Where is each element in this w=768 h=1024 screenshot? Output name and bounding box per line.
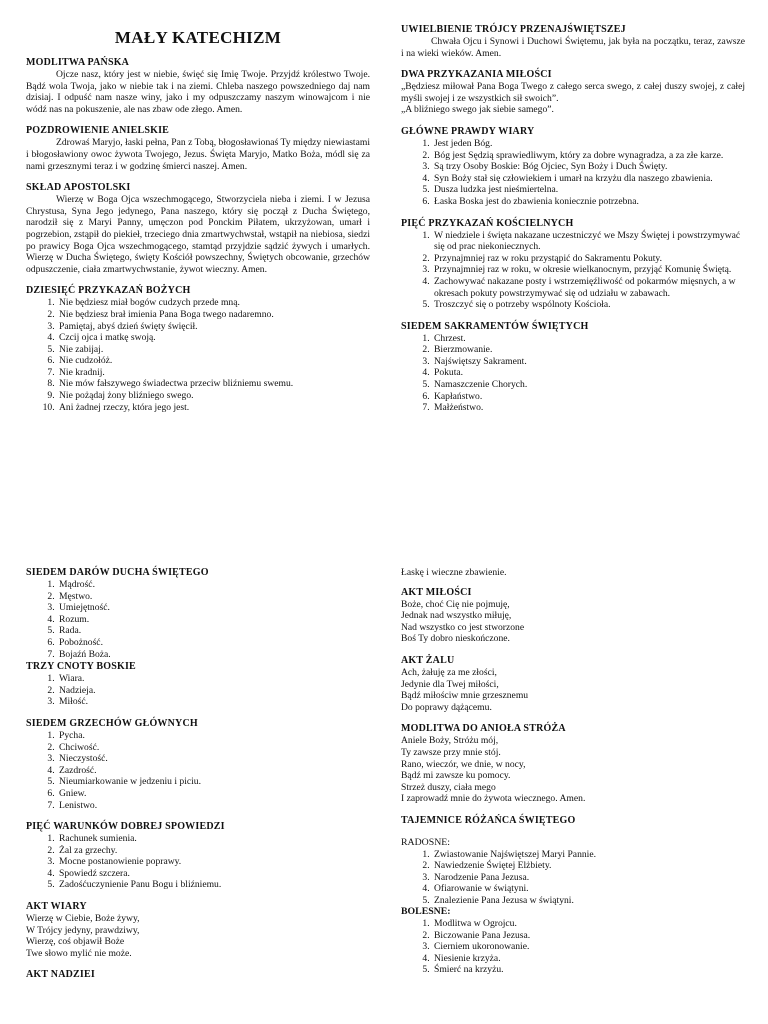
list-item: 1. Rachunek sumienia.	[57, 833, 370, 845]
section-modlitwa-panska	[26, 57, 370, 115]
prayer-line: I zaprowadź mnie do żywota wiecznego. Amen.	[401, 793, 586, 805]
section-uwielbienie	[401, 24, 745, 59]
section-sklad-apostolski	[26, 182, 370, 275]
list-item: 6. Pobożność.	[57, 637, 370, 649]
list-item: 2. Bóg jest Sędzią sprawiedliwym, który za dobre wynagradza, a za złe karze.	[432, 150, 745, 162]
list-item: 1. Nie będziesz miał bogów cudzych przede mną.	[57, 297, 370, 309]
list-item: 3. Narodzenie Pana Jezusa.	[432, 872, 745, 884]
prayer-text: „A bliźniego swego jak siebie samego”.	[401, 104, 554, 116]
prayer-line: Boś Ty dobro nieskończone.	[401, 633, 510, 645]
list-item: 3. Umiejętność.	[57, 602, 370, 614]
list-item: 9. Nie pożądaj żony bliźniego swego.	[57, 390, 370, 402]
list-item: 10. Ani żadnej rzeczy, która jego jest.	[57, 402, 370, 414]
prayer-line: Jednak nad wszystko miłuję,	[401, 610, 512, 622]
section-akt-wiary	[26, 901, 370, 959]
list-item: 5. Nieumiarkowanie w jedzeniu i piciu.	[57, 776, 370, 788]
list-item: 2. Przynajmniej raz w roku przystąpić do Sakramentu Pokuty.	[432, 253, 745, 265]
section-prawdy-wiary	[401, 126, 745, 208]
prayer-line: Aniele Boży, Stróżu mój,	[401, 735, 499, 747]
list	[401, 918, 745, 976]
list-item: 2. Biczowanie Pana Jezusa.	[432, 930, 745, 942]
list-item: 4. Pokuta.	[432, 367, 745, 379]
list	[401, 138, 745, 208]
list-item: 6. Gniew.	[57, 788, 370, 800]
prayer-lines	[401, 735, 745, 805]
prayer-text: Wierzę w Boga Ojca wszechmogącego, Stworzyciela nieba i ziemi. I w Jezusa Chrystusa, Syna Jego jedynego, Pana naszego, który się począł z Ducha Świętego, narodził się z Maryi Panny, umęczon pod Ponckim Piłatem, ukrzyżowan, umarł i pogrzebion, zstąpił do piekieł, trzeciego dnia zmartwychwstał, wstąpił na niebiosa, siedzi po prawicy Boga Ojca wszechmogącego, stamtąd przyjdzie sądzić żywych i umarłych. Wierzę w Ducha Świętego, święty Kościół powszechny, Świętych obcowanie, grzechów odpuszczenie, ciała zmartwychwstanie, żywot wieczny. Amen.	[26, 194, 370, 275]
list-item: 2. Nadzieja.	[57, 685, 370, 697]
prayer-line: Bądź miłościw mnie grzesznemu	[401, 690, 529, 702]
prayer-line: Twe słowo mylić nie może.	[26, 947, 132, 959]
list-item: 2. Bierzmowanie.	[432, 344, 745, 356]
section-warunki-spowiedzi	[26, 821, 370, 891]
prayer-lines	[401, 599, 745, 645]
prayer-line: Ach, żałuję za me złości,	[401, 666, 497, 678]
right-bottom-column	[401, 567, 745, 986]
list-item: 5. Dusza ludzka jest nieśmiertelna.	[432, 184, 745, 196]
subsection-label-bolesne: BOLESNE:	[401, 906, 451, 918]
section-heading: UWIELBIENIE TRÓJCY PRZENAJŚWIĘTSZEJ	[401, 24, 626, 35]
list-item: 1. Chrzest.	[432, 333, 745, 345]
section-heading: SIEDEM SAKRAMENTÓW ŚWIĘTYCH	[401, 320, 589, 332]
section-heading: AKT MIŁOŚCI	[401, 586, 472, 598]
list-item: 4. Czcij ojca i matkę swoją.	[57, 332, 370, 344]
list-item: 5. Znalezienie Pana Jezusa w świątyni.	[432, 895, 745, 907]
section-heading: SIEDEM DARÓW DUCHA ŚWIĘTEGO	[26, 567, 209, 578]
page-title: MAŁY KATECHIZM	[114, 28, 282, 47]
prayer-line: Rano, wieczór, we dnie, w nocy,	[401, 758, 526, 770]
prayer-text: „Będziesz miłował Pana Boga Twego z całego serca swego, z całej duszy swojej, z całej myśli swojej i ze wszystkich sił swoich”.	[401, 81, 745, 104]
prayer-text: Ojcze nasz, który jest w niebie, święć się Imię Twoje. Przyjdź królestwo Twoje. Bądź wola Twoja, jako w niebie tak i na ziemi. Chleba naszego powszedniego daj nam dzisiaj. I odpuść nam nasze winy, jako i my odpuszczamy naszym winowajcom i nie wódź nas na pokuszenie, ale nas zbaw ode złego. Amen.	[26, 69, 370, 115]
list-item: 5. Namaszczenie Chorych.	[432, 379, 745, 391]
prayer-line: Strzeż duszy, ciała mego	[401, 781, 496, 793]
section-heading: DWA PRZYKAZANIA MIŁOŚCI	[401, 69, 552, 81]
subsection-label-radosne: RADOSNE:	[401, 836, 450, 848]
list	[26, 833, 370, 891]
left-bottom-column	[26, 567, 370, 991]
prayer-line: W Trójcy jedyny, prawdziwy,	[26, 924, 140, 936]
list-item: 3. Najświętszy Sakrament.	[432, 356, 745, 368]
list-item: 3. Nieczystość.	[57, 753, 370, 765]
list-item: 5. Zadośćuczynienie Panu Bogu i bliźniemu.	[57, 879, 370, 891]
section-continued-text	[401, 567, 745, 579]
section-grzechy-glowne	[26, 718, 370, 811]
list-item: 4. Zachowywać nakazane posty i wstrzemięźliwość od pokarmów mięsnych, a w okresach pokuty powstrzymywać się od udziału w zabawach.	[432, 276, 745, 299]
prayer-text: Zdrowaś Maryjo, łaski pełna, Pan z Tobą, błogosławionaś Ty między niewiastami i błogosławiony owoc żywota Twojego, Jezus. Święta Maryjo, Matko Boża, módl się za nami grzesznymi teraz i w godzinę śmierci naszej. Amen.	[26, 137, 370, 172]
list-item: 3. Pamiętaj, abyś dzień święty święcił.	[57, 321, 370, 333]
list-item: 2. Nie będziesz brał imienia Pana Boga twego nadaremno.	[57, 309, 370, 321]
list-item: 1. Mądrość.	[57, 579, 370, 591]
prayer-text: Chwała Ojcu i Synowi i Duchowi Świętemu, jak była na początku, teraz, zawsze i na wieki wieków. Amen.	[401, 36, 745, 59]
list	[401, 333, 745, 414]
list-item: 7. Lenistwo.	[57, 800, 370, 812]
prayer-line: Wierzę w Ciebie, Boże żywy,	[26, 913, 140, 925]
section-aniol-stroz	[401, 723, 745, 805]
section-cnoty-boskie	[26, 661, 370, 708]
list-item: 3. Mocne postanowienie poprawy.	[57, 856, 370, 868]
section-heading: DZIESIĘĆ PRZYKAZAŃ BOŻYCH	[26, 285, 191, 297]
list-item: 6. Kapłaństwo.	[432, 391, 745, 403]
section-heading: TRZY CNOTY BOSKIE	[26, 661, 136, 673]
prayer-line: Boże, choć Cię nie pojmuję,	[401, 598, 510, 610]
list-item: 1. Zwiastowanie Najświętszej Maryi Pannie.	[432, 849, 745, 861]
section-sakramenty	[401, 321, 745, 414]
section-heading: TAJEMNICE RÓŻAŃCA ŚWIĘTEGO	[401, 814, 576, 826]
section-heading: AKT ŻALU	[401, 654, 455, 666]
section-przykazania-koscielne	[401, 218, 745, 311]
section-akt-nadziei	[26, 969, 370, 981]
section-dziesiec-przykazan	[26, 285, 370, 413]
list-item: 4. Syn Boży stał się człowiekiem i umarł na krzyżu dla naszego zbawienia.	[432, 173, 745, 185]
list-item: 6. Nie cudzołóż.	[57, 355, 370, 367]
section-akt-milosci	[401, 587, 745, 645]
prayer-line: Ty zawsze przy mnie stój.	[401, 746, 501, 758]
right-top-column	[401, 24, 745, 424]
prayer-line: Wierzę, coś objawił Boże	[26, 936, 125, 948]
list-item: 7. Małżeństwo.	[432, 402, 745, 414]
section-heading: PIĘĆ PRZYKAZAŃ KOŚCIELNYCH	[401, 217, 574, 229]
list-item: 3. Są trzy Osoby Boskie: Bóg Ojciec, Syn Boży i Duch Święty.	[432, 161, 745, 173]
list-item: 3. Przynajmniej raz w roku, w okresie wielkanocnym, przyjąć Komunię Świętą.	[432, 264, 745, 276]
prayer-line: Bądź mi zawsze ku pomocy.	[401, 770, 511, 782]
section-heading: GŁÓWNE PRAWDY WIARY	[401, 125, 535, 137]
prayer-line: Jedynie dla Twej miłości,	[401, 678, 499, 690]
list	[26, 579, 370, 660]
list-item: 3. Miłość.	[57, 696, 370, 708]
list-item: 7. Bojaźń Boża.	[57, 649, 370, 661]
left-top-column	[26, 28, 370, 423]
list-item: 4. Spowiedź szczera.	[57, 868, 370, 880]
list-item: 7. Nie kradnij.	[57, 367, 370, 379]
list-item: 1. Modlitwa w Ogrojcu.	[432, 918, 745, 930]
list-item: 4. Ofiarowanie w świątyni.	[432, 883, 745, 895]
prayer-lines	[26, 913, 370, 959]
list-item: 4. Rozum.	[57, 614, 370, 626]
list	[26, 730, 370, 811]
list-item: 6. Łaska Boska jest do zbawienia koniecznie potrzebna.	[432, 196, 745, 208]
list-item: 2. Żal za grzechy.	[57, 845, 370, 857]
prayer-text: Łaskę i wieczne zbawienie.	[401, 567, 507, 578]
list-item: 1. Wiara.	[57, 673, 370, 685]
list-item: 2. Męstwo.	[57, 591, 370, 603]
section-przykazania-milosci	[401, 69, 745, 116]
list-item: 8. Nie mów fałszywego świadectwa przeciw bliźniemu swemu.	[57, 378, 370, 390]
list-item: 2. Chciwość.	[57, 742, 370, 754]
list-item: 3. Cierniem ukoronowanie.	[432, 941, 745, 953]
prayer-line: Nad wszystko co jest stworzone	[401, 621, 525, 633]
list-item: 1. Pycha.	[57, 730, 370, 742]
section-heading: AKT NADZIEI	[26, 969, 95, 981]
list-item: 4. Zazdrość.	[57, 765, 370, 777]
list	[26, 297, 370, 413]
section-heading: MODLITWA DO ANIOŁA STRÓŻA	[401, 723, 566, 735]
section-heading: SKŁAD APOSTOLSKI	[26, 182, 131, 194]
section-tajemnice-rozanca	[401, 815, 745, 976]
list-item: 4. Niesienie krzyża.	[432, 953, 745, 965]
section-heading: MODLITWA PAŃSKA	[26, 57, 130, 68]
section-heading: SIEDEM GRZECHÓW GŁÓWNYCH	[26, 717, 198, 729]
section-akt-zalu	[401, 655, 745, 713]
list-item: 5. Troszczyć się o potrzeby wspólnoty Kościoła.	[432, 299, 745, 311]
prayer-lines	[401, 667, 745, 713]
list-item: 1. W niedziele i święta nakazane uczestniczyć we Mszy Świętej i powstrzymywać się od prac niekoniecznych.	[432, 230, 745, 253]
section-heading: AKT WIARY	[26, 901, 87, 913]
section-heading: POZDROWIENIE ANIELSKIE	[26, 125, 170, 137]
list	[26, 673, 370, 708]
list	[401, 230, 745, 311]
list-item: 1. Jest jeden Bóg.	[432, 138, 745, 150]
list-item: 2. Nawiedzenie Świętej Elżbiety.	[432, 860, 745, 872]
section-pozdrowienie-anielskie	[26, 125, 370, 172]
list	[401, 849, 745, 907]
section-heading: PIĘĆ WARUNKÓW DOBREJ SPOWIEDZI	[26, 821, 225, 833]
prayer-line: Do poprawy dążącemu.	[401, 701, 492, 713]
list-item: 5. Śmierć na krzyżu.	[432, 964, 745, 976]
list-item: 5. Rada.	[57, 625, 370, 637]
list-item: 5. Nie zabijaj.	[57, 344, 370, 356]
section-dary-ducha	[26, 567, 370, 660]
